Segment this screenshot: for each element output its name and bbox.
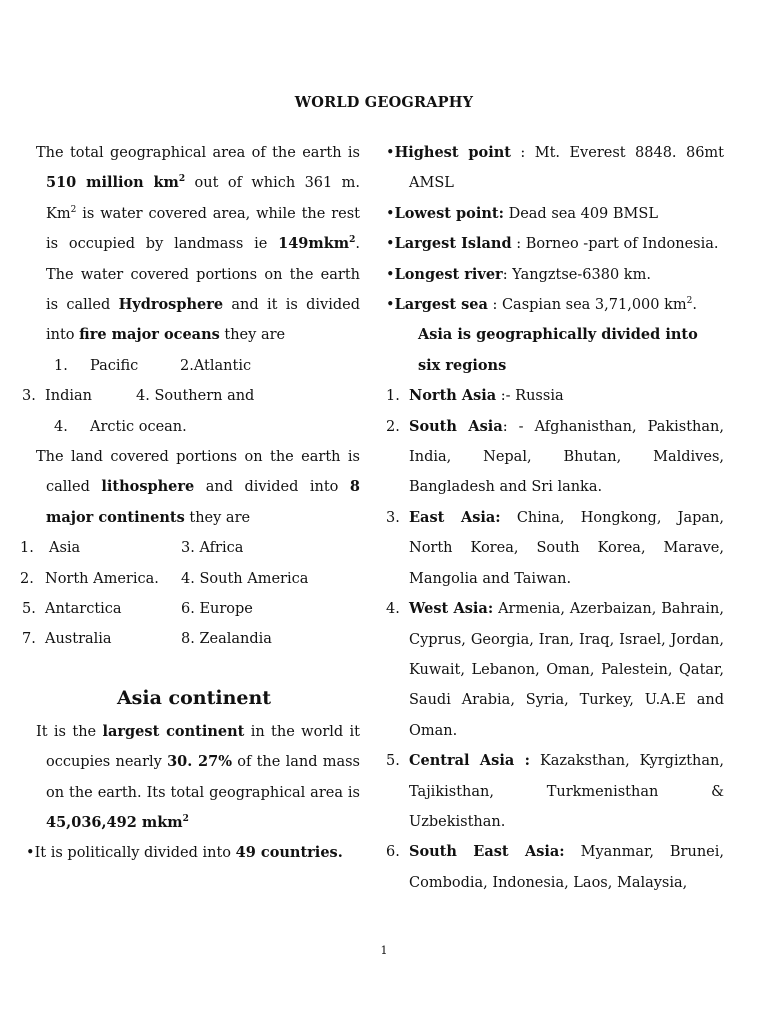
left-column xyxy=(20,138,360,869)
region-item: 6. South East Asia: Myanmar, Brunei, Combodia, Indonesia, Laos, Malaysia, xyxy=(386,843,724,891)
bullet-icon: • xyxy=(26,845,35,862)
region-item: 4. West Asia: Armenia, Azerbaizan, Bahrain, Cyprus, Georgia, Iran, Iraq, Israel, Jordan, Kuwait, Lebanon, Oman, Palestein, Qatar, Saudi Arabia, Syria, Turkey, U.A.E and Oman. xyxy=(386,600,725,739)
fact-lowest-point: •Lowest point: Dead sea 409 BMSL xyxy=(386,204,658,222)
region-item: 2. South Asia: - Afghanisthan, Pakisthan, India, Nepal, Bhutan, Maldives, Bangladesh and Sri lanka. xyxy=(386,417,724,496)
region-item: 5. Central Asia : Kazaksthan, Kyrgizthan, Tajikisthan, Turkmenisthan & Uzbekisthan. xyxy=(386,752,724,830)
oceans-row-3: 4. Arctic ocean. xyxy=(54,418,187,435)
fact-largest-sea: •Largest sea : Caspian sea 3,71,000 $km^2$. xyxy=(386,296,697,314)
fact-highest-point: •Highest point : Mt. Everest 8848. 86mt AMSL xyxy=(386,144,725,192)
continents-row: 5. Antarctica 6. Europe xyxy=(22,601,253,618)
land-paragraph: The land covered portions on the earth is called lithosphere and divided into 8 major continents they are xyxy=(36,449,360,526)
continents-row: 7. Australia 8. Zealandia xyxy=(22,631,272,648)
oceans-row-1: 1. Pacific 2.Atlantic xyxy=(54,357,252,374)
bullet-icon: • xyxy=(386,266,395,283)
region-item: 1. North Asia :- Russia xyxy=(386,387,564,405)
regions-heading: Asia is geographically divided into six regions xyxy=(418,326,698,374)
continents-row: 1. Asia 3. Africa xyxy=(20,540,244,557)
bullet-icon: • xyxy=(386,236,395,253)
continents-row: 2. North America. 4. South America xyxy=(20,570,309,587)
oceans-row-2: 3. Indian 4. Southern and xyxy=(22,388,255,405)
earth-area-paragraph: The total geographical area of the earth is 510 million $km^2$ out of which 361 m. Km$^2$ is water covered area, while the rest is occupied by landmass ie 149mkm$^2$. The water covered portions on the earth is called Hydrosphere and it is divided into fire major oceans they are xyxy=(36,145,361,344)
bullet-icon: • xyxy=(386,297,395,314)
bullet-icon: • xyxy=(386,145,395,161)
page-title: WORLD GEOGRAPHY xyxy=(294,94,474,111)
asia-continent-heading: Asia continent xyxy=(116,686,272,709)
fact-largest-island: •Largest Island : Borneo -part of Indonesia. xyxy=(386,235,719,253)
fact-longest-river: •Longest river: Yangztse-6380 km. xyxy=(386,265,651,283)
right-column xyxy=(386,138,724,898)
bullet-icon: • xyxy=(386,205,395,222)
asia-paragraph: It is the largest continent in the world it occupies nearly 30. 27% of the land mass on the earth. Its total geographical area is 45,036,492 mkm$^2$ xyxy=(36,722,360,832)
countries-bullet: •It is politically divided into 49 countries. xyxy=(26,844,343,862)
page-number: 1 xyxy=(380,944,388,957)
region-item: 3. East Asia: China, Hongkong, Japan, North Korea, South Korea, Marave, Mangolia and Taiwan. xyxy=(386,508,724,587)
